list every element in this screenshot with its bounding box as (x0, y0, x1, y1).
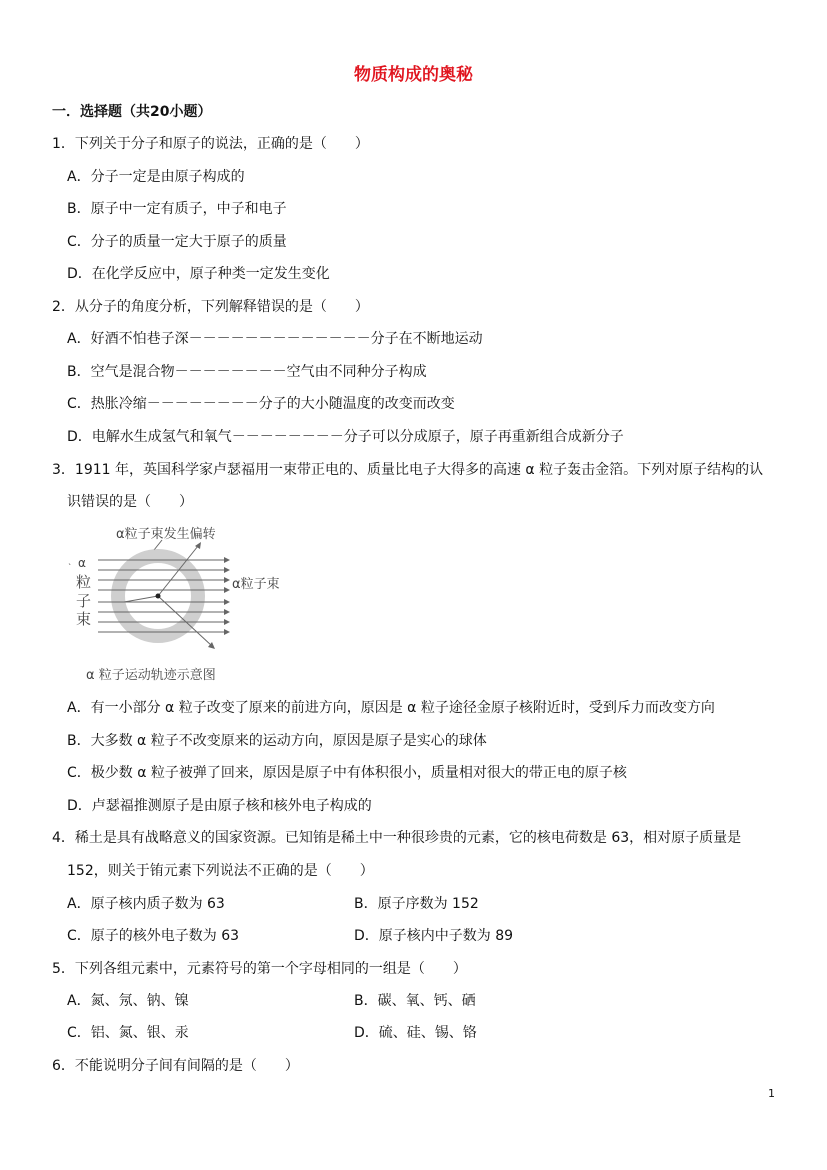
question-2-option-c: C．热胀冷缩－－－－－－－－分子的大小随温度的改变而改变 (67, 396, 455, 412)
figure-left-label-3: 束 (76, 610, 92, 628)
question-3-option-c: C．极少数 α 粒子被弹了回来，原因是原子中有体积很小，质量相对很大的带正电的原子核 (67, 765, 627, 781)
figure-left-label-2: 子 (76, 592, 92, 610)
question-5-option-b: B．碳、氧、钙、硒 (354, 993, 476, 1009)
question-2-option-a: A．好酒不怕巷子深－－－－－－－－－－－－－分子在不断地运动 (67, 331, 483, 347)
question-4-option-a: A．原子核内质子数为 63 (67, 896, 225, 912)
question-6-stem: 6．不能说明分子间有间隔的是（ ） (52, 1058, 299, 1074)
question-3-option-b: B．大多数 α 粒子不改变原来的运动方向，原因是原子是实心的球体 (67, 733, 487, 749)
question-1-option-c: C．分子的质量一定大于原子的质量 (67, 234, 287, 250)
page-number: 1 (768, 1087, 775, 1100)
figure-right-label: α粒子束 (232, 577, 280, 592)
document-title: 物质构成的奥秘 (354, 65, 473, 85)
section-header: 一．选择题（共20小题） (52, 104, 212, 120)
question-5-option-c: C．铝、氮、银、汞 (67, 1025, 189, 1041)
alpha-beam-arrowheads (224, 557, 230, 635)
question-2-option-d: D．电解水生成氢气和氧气－－－－－－－－分子可以分成原子，原子再重新组合成新分子 (67, 429, 624, 445)
alpha-scattering-figure (66, 518, 306, 688)
question-1-option-d: D．在化学反应中，原子种类一定发生变化 (67, 266, 330, 282)
figure-left-label-1: 粒 (76, 573, 92, 591)
figure-left-label-alpha: α (78, 556, 86, 570)
question-1-stem: 1．下列关于分子和原子的说法，正确的是（ ） (52, 136, 369, 152)
question-5-stem: 5．下列各组元素中，元素符号的第一个字母相同的一组是（ ） (52, 961, 467, 977)
nucleus-dot (156, 594, 161, 599)
question-3-stem-line-2: 识错误的是（ ） (67, 494, 193, 510)
figure-tick-mark: ` (68, 563, 72, 572)
question-3-option-d: D．卢瑟福推测原子是由原子核和核外电子构成的 (67, 798, 372, 814)
question-2-option-b: B．空气是混合物－－－－－－－－空气由不同种分子构成 (67, 364, 427, 380)
question-4-option-c: C．原子的核外电子数为 63 (67, 928, 240, 944)
question-5-option-d: D．硫、硅、锡、铬 (354, 1025, 477, 1041)
question-4-stem-line-2: 152，则关于铕元素下列说法不正确的是（ ） (67, 863, 374, 879)
figure-caption: α 粒子运动轨迹示意图 (86, 668, 216, 683)
question-1-option-b: B．原子中一定有质子，中子和电子 (67, 201, 287, 217)
question-4-stem-line-1: 4．稀土是具有战略意义的国家资源。已知铕是稀土中一种很珍贵的元素，它的核电荷数是 63，相对原子质量是 (52, 830, 742, 846)
question-4-option-b: B．原子序数为 152 (354, 896, 479, 912)
question-1-option-a: A．分子一定是由原子构成的 (67, 169, 245, 185)
question-3-option-a: A．有一小部分 α 粒子改变了原来的前进方向，原因是 α 粒子途径金原子核附近时，受到斥力而改变方向 (67, 700, 715, 716)
question-2-stem: 2．从分子的角度分析，下列解释错误的是（ ） (52, 299, 369, 315)
reflected-path (124, 596, 158, 602)
question-4-option-d: D．原子核内中子数为 89 (354, 928, 514, 944)
question-5-option-a: A．氮、氖、钠、镍 (67, 993, 189, 1009)
question-3-stem-line-1: 3．1911 年，英国科学家卢瑟福用一束带正电的、质量比电子大得多的高速 α 粒子轰击金箔。下列对原子结构的认 (52, 462, 764, 478)
figure-top-label: α粒子束发生偏转 (116, 527, 216, 542)
